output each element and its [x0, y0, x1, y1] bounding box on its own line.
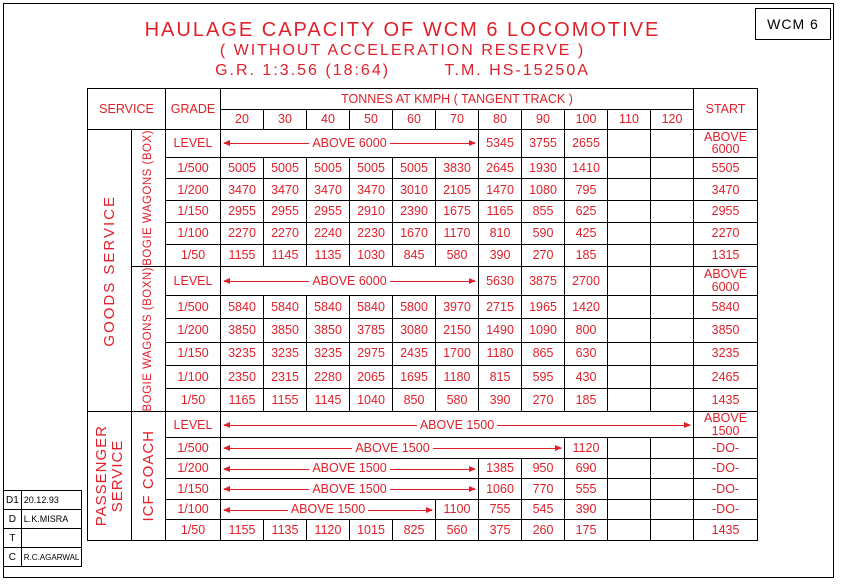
- value-cell: 5005: [393, 157, 436, 179]
- speed-30: 30: [264, 109, 307, 130]
- value-cell: 555: [565, 479, 608, 500]
- value-cell: 770: [522, 479, 565, 500]
- value-cell: [651, 520, 694, 541]
- value-cell: 2270: [221, 223, 264, 245]
- range-arrow: ABOVE 6000: [221, 266, 479, 295]
- value-cell: 1165: [479, 201, 522, 223]
- range-arrow: ABOVE 1500: [221, 479, 479, 500]
- value-cell: 1040: [350, 388, 393, 411]
- grade-cell: 1/200: [166, 458, 221, 479]
- value-cell: 5840: [307, 296, 350, 319]
- table-row: [88, 266, 758, 295]
- value-cell: [651, 342, 694, 365]
- value-cell: 2315: [264, 365, 307, 388]
- value-cell: 2150: [436, 319, 479, 342]
- range-arrow: ABOVE 1500: [221, 499, 436, 520]
- value-cell: [608, 319, 651, 342]
- sheet-title: HAULAGE CAPACITY OF WCM 6 LOCOMOTIVE: [144, 19, 661, 41]
- grade-cell: 1/150: [166, 201, 221, 223]
- start-cell: 5505: [694, 157, 758, 179]
- grade-cell: 1/150: [166, 342, 221, 365]
- start-cell: -DO-: [694, 458, 758, 479]
- table-row: [88, 223, 758, 245]
- speed-header: TONNES AT KMPH ( TANGENT TRACK ): [221, 89, 694, 110]
- value-cell: [608, 223, 651, 245]
- start-cell: ABOVE 6000: [694, 266, 758, 295]
- value-cell: 3235: [264, 342, 307, 365]
- value-cell: 1155: [264, 388, 307, 411]
- value-cell: [651, 179, 694, 201]
- value-cell: 270: [522, 388, 565, 411]
- value-cell: 3850: [264, 319, 307, 342]
- value-cell: 390: [565, 499, 608, 520]
- value-cell: [651, 438, 694, 459]
- value-cell: 850: [393, 388, 436, 411]
- value-cell: [608, 479, 651, 500]
- value-cell: 580: [436, 388, 479, 411]
- value-cell: [608, 499, 651, 520]
- value-cell: 2700: [565, 266, 608, 295]
- value-cell: [608, 438, 651, 459]
- grade-cell: 1/50: [166, 244, 221, 266]
- table-row: [88, 244, 758, 266]
- value-cell: 595: [522, 365, 565, 388]
- grade-cell: 1/500: [166, 438, 221, 459]
- value-cell: 1165: [221, 388, 264, 411]
- value-cell: [608, 365, 651, 388]
- value-cell: 1490: [479, 319, 522, 342]
- table-row: [88, 458, 758, 479]
- start-cell: 2955: [694, 201, 758, 223]
- value-cell: 1145: [307, 388, 350, 411]
- grade-cell: 1/200: [166, 179, 221, 201]
- speed-40: 40: [307, 109, 350, 130]
- value-cell: 1060: [479, 479, 522, 500]
- value-cell: 815: [479, 365, 522, 388]
- value-cell: 375: [479, 520, 522, 541]
- value-cell: 185: [565, 244, 608, 266]
- value-cell: 3830: [436, 157, 479, 179]
- value-cell: 2645: [479, 157, 522, 179]
- sig-traced: [21, 529, 82, 548]
- table-row: [88, 412, 758, 438]
- value-cell: 825: [393, 520, 436, 541]
- speed-110: 110: [608, 109, 651, 130]
- start-cell: 3850: [694, 319, 758, 342]
- table-row: [88, 157, 758, 179]
- value-cell: 3470: [221, 179, 264, 201]
- grade-cell: LEVEL: [166, 130, 221, 158]
- value-cell: 5840: [264, 296, 307, 319]
- table-row: [88, 388, 758, 411]
- value-cell: 1170: [436, 223, 479, 245]
- value-cell: 855: [522, 201, 565, 223]
- value-cell: 3850: [307, 319, 350, 342]
- sig-key: D1: [4, 491, 22, 510]
- value-cell: [651, 365, 694, 388]
- value-cell: 430: [565, 365, 608, 388]
- sig-key: C: [4, 548, 22, 567]
- value-cell: 3470: [307, 179, 350, 201]
- grade-cell: 1/50: [166, 520, 221, 541]
- table-row: [88, 319, 758, 342]
- start-cell: 1435: [694, 388, 758, 411]
- range-arrow: ABOVE 1500: [221, 438, 565, 459]
- value-cell: [608, 266, 651, 295]
- speed-60: 60: [393, 109, 436, 130]
- service-header: SERVICE: [88, 89, 166, 130]
- value-cell: 3080: [393, 319, 436, 342]
- range-arrow: ABOVE 1500: [221, 412, 694, 438]
- value-cell: [651, 157, 694, 179]
- sheet-specs: [0, 62, 805, 80]
- grade-cell: 1/50: [166, 388, 221, 411]
- value-cell: 5630: [479, 266, 522, 295]
- haulage-table: [87, 88, 758, 541]
- value-cell: 2435: [393, 342, 436, 365]
- value-cell: [651, 244, 694, 266]
- value-cell: [651, 499, 694, 520]
- value-cell: 3010: [393, 179, 436, 201]
- value-cell: 3235: [221, 342, 264, 365]
- value-cell: 1030: [350, 244, 393, 266]
- value-cell: 2280: [307, 365, 350, 388]
- value-cell: 1470: [479, 179, 522, 201]
- value-cell: [608, 296, 651, 319]
- value-cell: 390: [479, 244, 522, 266]
- value-cell: 3470: [350, 179, 393, 201]
- value-cell: 1120: [307, 520, 350, 541]
- value-cell: [608, 458, 651, 479]
- grade-cell: 1/500: [166, 296, 221, 319]
- grade-cell: 1/100: [166, 223, 221, 245]
- value-cell: 1135: [307, 244, 350, 266]
- value-cell: 545: [522, 499, 565, 520]
- value-cell: 390: [479, 388, 522, 411]
- value-cell: 590: [522, 223, 565, 245]
- table-row: [88, 201, 758, 223]
- value-cell: [651, 388, 694, 411]
- start-cell: 5840: [694, 296, 758, 319]
- value-cell: 630: [565, 342, 608, 365]
- value-cell: 425: [565, 223, 608, 245]
- value-cell: [651, 201, 694, 223]
- value-cell: 3850: [221, 319, 264, 342]
- value-cell: 845: [393, 244, 436, 266]
- value-cell: 2270: [264, 223, 307, 245]
- value-cell: [608, 157, 651, 179]
- value-cell: 1180: [479, 342, 522, 365]
- speed-50: 50: [350, 109, 393, 130]
- value-cell: 3755: [522, 130, 565, 158]
- start-cell: 1315: [694, 244, 758, 266]
- range-arrow: ABOVE 1500: [221, 458, 479, 479]
- value-cell: 1155: [221, 244, 264, 266]
- value-cell: 3970: [436, 296, 479, 319]
- value-cell: 865: [522, 342, 565, 365]
- speed-20: 20: [221, 109, 264, 130]
- start-header: START: [694, 89, 758, 130]
- start-cell: -DO-: [694, 499, 758, 520]
- grade-header: GRADE: [166, 89, 221, 130]
- sig-drawn: L.K.MISRA: [21, 510, 82, 529]
- traction-motor: T.M. HS-15250A: [444, 62, 590, 79]
- value-cell: 5005: [307, 157, 350, 179]
- value-cell: 3785: [350, 319, 393, 342]
- value-cell: 2955: [264, 201, 307, 223]
- value-cell: 5840: [350, 296, 393, 319]
- value-cell: [608, 201, 651, 223]
- value-cell: 1675: [436, 201, 479, 223]
- grade-cell: 1/150: [166, 479, 221, 500]
- boxn-wagon-label: BOGIE WAGONS (BOXN): [132, 266, 166, 412]
- value-cell: 2955: [221, 201, 264, 223]
- value-cell: [608, 342, 651, 365]
- value-cell: 800: [565, 319, 608, 342]
- value-cell: 5005: [221, 157, 264, 179]
- value-cell: 1100: [436, 499, 479, 520]
- table-row: [88, 479, 758, 500]
- value-cell: 1090: [522, 319, 565, 342]
- range-arrow: ABOVE 6000: [221, 130, 479, 158]
- value-cell: 1420: [565, 296, 608, 319]
- value-cell: 1410: [565, 157, 608, 179]
- value-cell: 270: [522, 244, 565, 266]
- sheet-tag: WCM 6: [755, 8, 831, 40]
- value-cell: 580: [436, 244, 479, 266]
- start-cell: 3470: [694, 179, 758, 201]
- value-cell: 1155: [221, 520, 264, 541]
- speed-70: 70: [436, 109, 479, 130]
- grade-cell: 1/500: [166, 157, 221, 179]
- value-cell: 1120: [565, 438, 608, 459]
- value-cell: 625: [565, 201, 608, 223]
- value-cell: 5840: [221, 296, 264, 319]
- value-cell: 260: [522, 520, 565, 541]
- start-cell: 3235: [694, 342, 758, 365]
- value-cell: 1080: [522, 179, 565, 201]
- value-cell: 1930: [522, 157, 565, 179]
- table-row: [88, 499, 758, 520]
- sig-key: D: [4, 510, 22, 529]
- sig-key: T: [4, 529, 22, 548]
- value-cell: 1965: [522, 296, 565, 319]
- value-cell: 795: [565, 179, 608, 201]
- value-cell: [608, 520, 651, 541]
- start-cell: -DO-: [694, 438, 758, 459]
- value-cell: [651, 296, 694, 319]
- value-cell: 2910: [350, 201, 393, 223]
- start-cell: 1435: [694, 520, 758, 541]
- grade-cell: 1/100: [166, 499, 221, 520]
- start-cell: 2465: [694, 365, 758, 388]
- value-cell: 2065: [350, 365, 393, 388]
- value-cell: 1180: [436, 365, 479, 388]
- icf-coach-label: ICF COACH: [132, 412, 166, 541]
- value-cell: [608, 130, 651, 158]
- table-row: [88, 130, 758, 158]
- value-cell: 1700: [436, 342, 479, 365]
- value-cell: 2390: [393, 201, 436, 223]
- value-cell: 2240: [307, 223, 350, 245]
- value-cell: 810: [479, 223, 522, 245]
- value-cell: [651, 319, 694, 342]
- value-cell: 2350: [221, 365, 264, 388]
- value-cell: 950: [522, 458, 565, 479]
- start-cell: -DO-: [694, 479, 758, 500]
- value-cell: 690: [565, 458, 608, 479]
- start-cell: ABOVE 6000: [694, 130, 758, 158]
- grade-cell: 1/100: [166, 365, 221, 388]
- value-cell: 2975: [350, 342, 393, 365]
- grade-cell: LEVEL: [166, 412, 221, 438]
- value-cell: 2955: [307, 201, 350, 223]
- value-cell: [651, 479, 694, 500]
- value-cell: [608, 244, 651, 266]
- value-cell: 2105: [436, 179, 479, 201]
- value-cell: 5005: [264, 157, 307, 179]
- speed-80: 80: [479, 109, 522, 130]
- value-cell: 5800: [393, 296, 436, 319]
- value-cell: 1695: [393, 365, 436, 388]
- value-cell: [651, 266, 694, 295]
- table-row: [88, 179, 758, 201]
- value-cell: 1015: [350, 520, 393, 541]
- value-cell: 755: [479, 499, 522, 520]
- box-wagon-label: BOGIE WAGONS (BOX): [132, 130, 166, 267]
- speed-120: 120: [651, 109, 694, 130]
- value-cell: 2230: [350, 223, 393, 245]
- value-cell: 3235: [307, 342, 350, 365]
- value-cell: [651, 223, 694, 245]
- start-cell: 2270: [694, 223, 758, 245]
- goods-service-label: GOODS SERVICE: [88, 130, 132, 412]
- passenger-service-label: PASSENGER SERVICE: [88, 412, 132, 541]
- signature-block: [3, 490, 82, 567]
- value-cell: 560: [436, 520, 479, 541]
- value-cell: 3875: [522, 266, 565, 295]
- start-cell: ABOVE 1500: [694, 412, 758, 438]
- sig-date: 20.12.93: [21, 491, 82, 510]
- value-cell: 1145: [264, 244, 307, 266]
- value-cell: 2655: [565, 130, 608, 158]
- value-cell: 2715: [479, 296, 522, 319]
- value-cell: 5005: [350, 157, 393, 179]
- sig-checked: R.C.AGARWAL: [21, 548, 82, 567]
- value-cell: [651, 130, 694, 158]
- value-cell: 5345: [479, 130, 522, 158]
- sheet-subtitle: ( WITHOUT ACCELERATION RESERVE ): [219, 42, 586, 59]
- value-cell: [608, 388, 651, 411]
- gear-ratio: G.R. 1:3.56 (18:64): [215, 62, 391, 79]
- value-cell: 175: [565, 520, 608, 541]
- value-cell: [608, 179, 651, 201]
- value-cell: 1385: [479, 458, 522, 479]
- table-row: [88, 520, 758, 541]
- table-row: [88, 438, 758, 459]
- value-cell: 1135: [264, 520, 307, 541]
- value-cell: 1670: [393, 223, 436, 245]
- table-row: [88, 365, 758, 388]
- value-cell: 185: [565, 388, 608, 411]
- grade-cell: 1/200: [166, 319, 221, 342]
- value-cell: 3470: [264, 179, 307, 201]
- value-cell: [651, 458, 694, 479]
- speed-90: 90: [522, 109, 565, 130]
- table-row: [88, 342, 758, 365]
- table-row: [88, 296, 758, 319]
- speed-100: 100: [565, 109, 608, 130]
- grade-cell: LEVEL: [166, 266, 221, 295]
